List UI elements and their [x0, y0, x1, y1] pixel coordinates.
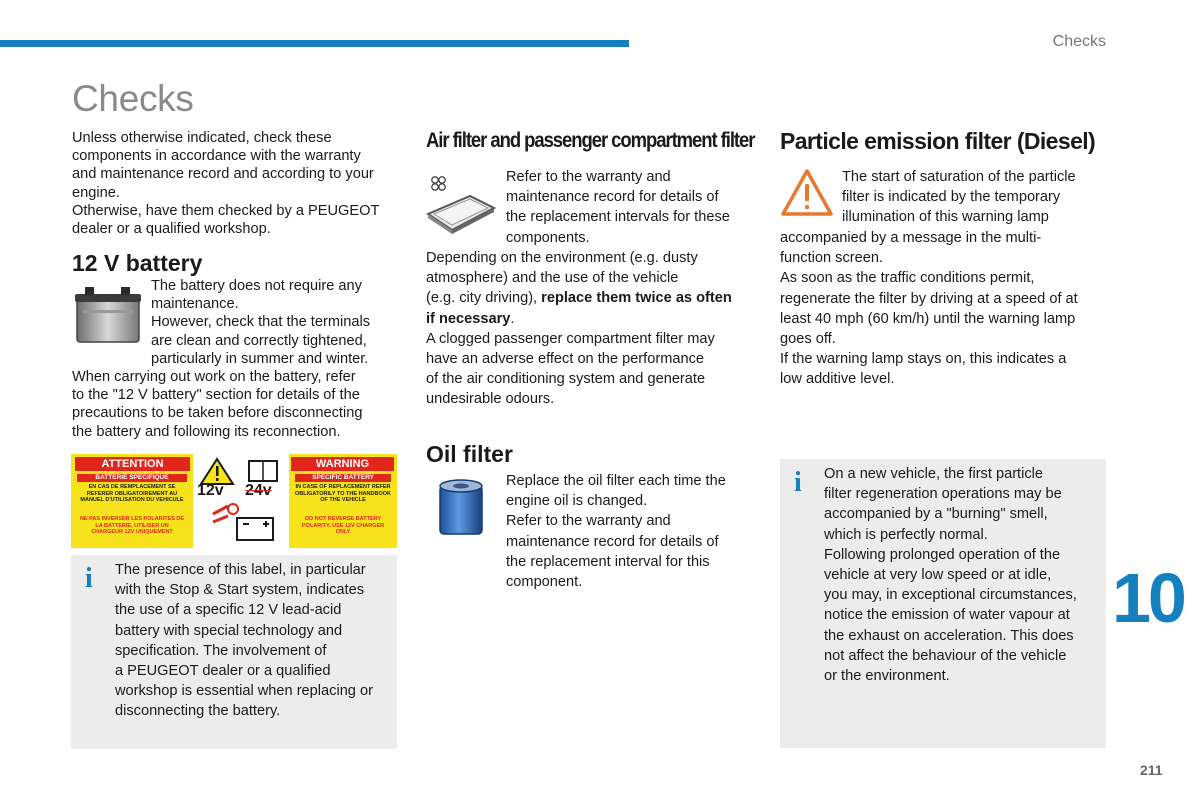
chapter-number: 10: [1112, 559, 1184, 637]
air-filter-full-text: Depending on the environment (e.g. dusty atmosphere) and the use of the vehicle (e.g. city driving), replace them twice as often if necessary. A clogged passenger compartment filter may have an adverse effect on the performance of the air conditioning system and generate undesirable odours.: [426, 250, 732, 408]
air-filter-indented-text: Refer to the warranty and maintenance record for details of the replacement intervals for these components.: [506, 169, 730, 246]
oil-filter-icon: [436, 478, 486, 538]
battery-full-text: When carrying out work on the battery, refer to the "12 V battery" section for details of the precautions to be taken before disconnecting the battery and following its reconnection.: [72, 369, 363, 440]
page-number: 211: [1140, 762, 1163, 778]
section-tag: Checks: [1052, 33, 1106, 50]
particle-filter-info-text: On a new vehicle, the first particle filter regeneration operations may be accompanied by a "burning" smell, which is perfectly normal. Following prolonged operation of the vehicle at very low speed or at idle, you may, in exceptional circumstances, notice the emission of water vapour at the exhaust on acceleration. This does not affect the behaviour of the vehicle or the environment.: [824, 466, 1077, 685]
oil-filter-heading: Oil filter: [426, 441, 513, 467]
page-title: Checks: [72, 78, 194, 119]
particle-filter-info-box: [780, 459, 1106, 748]
air-filter-heading: Air filter and passenger compartment filter: [426, 129, 755, 152]
particle-filter-indented-text: The start of saturation of the particle filter is indicated by the temporary illumination of this warning lamp: [842, 169, 1076, 226]
air-filter-icon: [426, 174, 496, 238]
battery-icon: [73, 284, 145, 348]
battery-heading: 12 V battery: [72, 250, 203, 276]
battery-info-text: The presence of this label, in particular with the Stop & Start system, indicates the use of a specific 12 V lead-acid battery with special technology and specification. The involvement of a PEUGEOT dealer or a qualified workshop is essential when replacing or disconnecting the battery.: [115, 562, 373, 720]
info-icon: i: [85, 563, 93, 594]
header-bar: [0, 40, 629, 47]
particle-filter-heading: Particle emission filter (Diesel): [780, 128, 1096, 154]
battery-warning-label: ATTENTION WARNING BATTERIE SPECIFIQUE EN CAS DE REMPLACEMENT SE REFERER OBLIGATOIREMENT AU MANUEL D'UTILISATION DU VEHICULE NE PAS INVERSER LES POLARITES DE LA BATTERIE, UTILISER UN CHARGEUR 12V UNIQUEMENT SPECIFIC BATTERY IN CASE OF REPLACEMENT REFER OBLIGATORILY TO THE HANDBOOK OF THE VEHICLE DO NOT REVERSE BATTERY POLARITY, USE 12V CHARGER ONLY 12v 24v: [71, 454, 397, 548]
battery-indented-text: The battery does not require any maintenance. However, check that the terminals are clean and correctly tightened, particularly in summer and winter.: [151, 278, 371, 367]
info-icon: i: [794, 467, 802, 498]
battery-info-box: [71, 555, 397, 749]
oil-filter-text: Replace the oil filter each time the engine oil is changed. Refer to the warranty and maintenance record for details of the replacement interval for this component.: [506, 473, 726, 591]
particle-filter-full-text: accompanied by a message in the multi- function screen. As soon as the traffic conditions permit, regenerate the filter by driving at a speed of at least 40 mph (60 km/h) until the warning lamp goes off. If the warning lamp stays on, this indicates a low additive level.: [780, 230, 1078, 388]
warning-triangle-icon: [780, 168, 834, 218]
intro-text: Unless otherwise indicated, check these components in accordance with the warranty and maintenance record and according to your engine. Otherwise, have them checked by a PEUGEOT dealer or a qualified workshop.: [72, 130, 380, 238]
